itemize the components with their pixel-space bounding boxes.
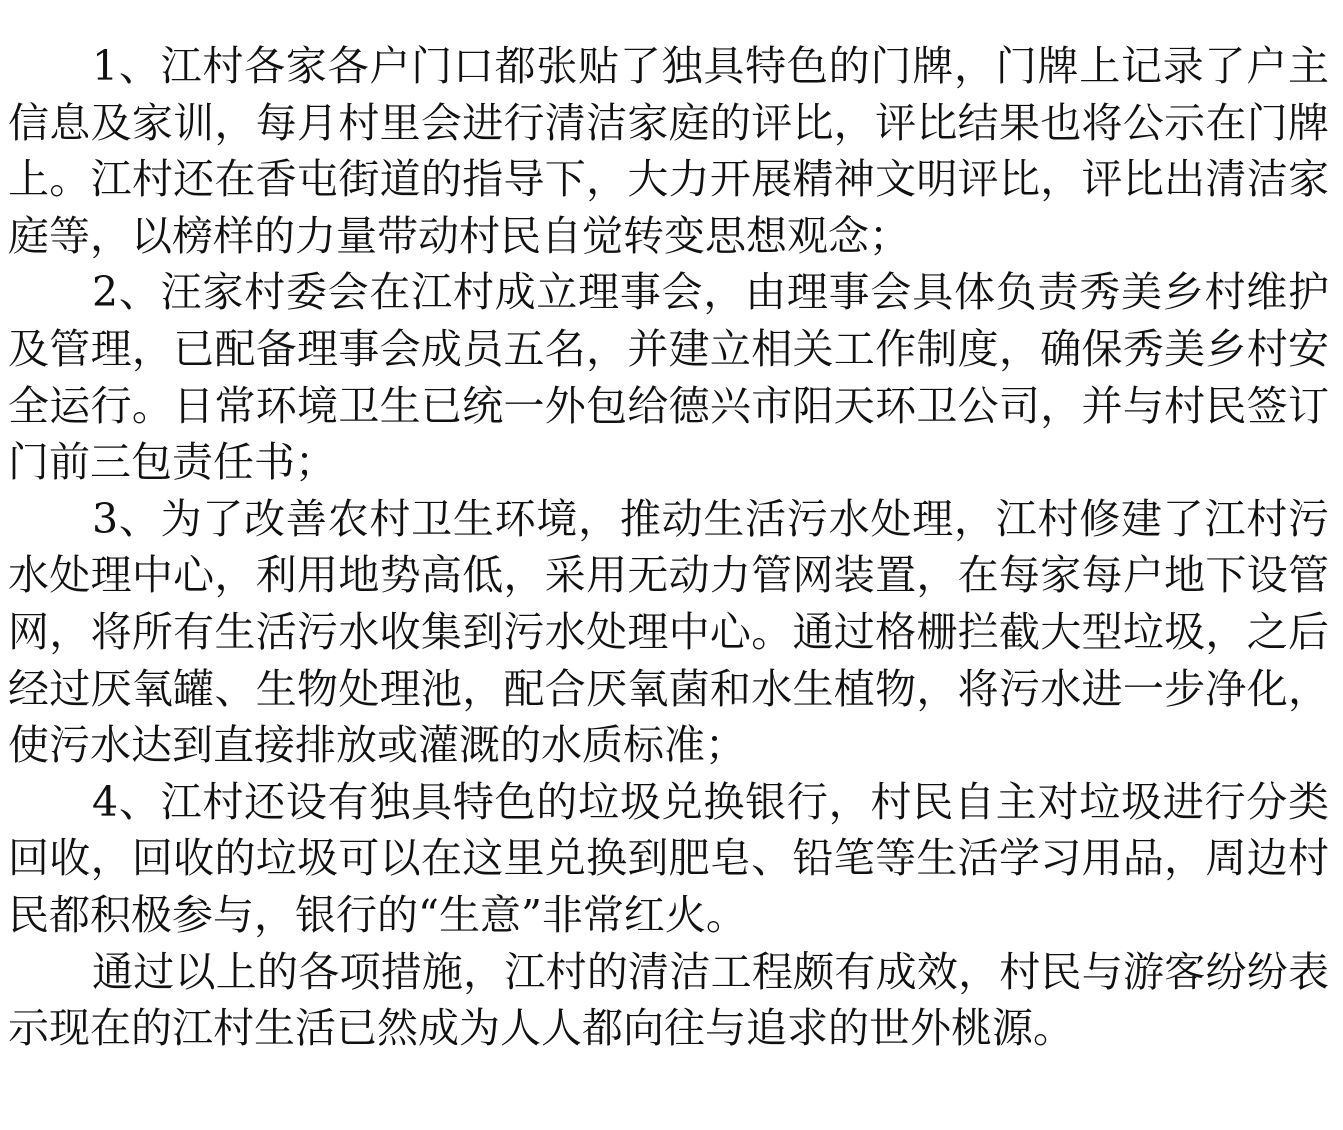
paragraph-3: 3、为了改善农村卫生环境，推动生活污水处理，江村修建了江村污水处理中心，利用地势高低，采用无动力管网装置，在每家每户地下设管网，将所有生活污水收集到污水处理中心。通过格栅拦截大型垃圾，之后经过厌氧罐、生物处理池，配合厌氧菌和水生植物，将污水进一步净化，使污水达到直接排放或灌溉的水质标准； xyxy=(8,494,1329,770)
paragraph-1: 1、江村各家各户门口都张贴了独具特色的门牌，门牌上记录了户主信息及家训，每月村里会进行清洁家庭的评比，评比结果也将公示在门牌上。江村还在香屯街道的指导下，大力开展精神文明评比，评比出清洁家庭等，以榜样的力量带动村民自觉转变思想观念； xyxy=(8,42,1329,260)
paragraph-summary: 通过以上的各项措施，江村的清洁工程颇有成效，村民与游客纷纷表示现在的江村生活已然成为人人都向往与追求的世外桃源。 xyxy=(8,947,1329,1053)
paragraph-2: 2、汪家村委会在江村成立理事会，由理事会具体负责秀美乡村维护及管理，已配备理事会成员五名，并建立相关工作制度，确保秀美乡村安全运行。日常环境卫生已统一外包给德兴市阳天环卫公司，并与村民签订门前三包责任书； xyxy=(8,268,1329,487)
paragraph-4: 4、江村还设有独具特色的垃圾兑换银行，村民自主对垃圾进行分类回收，回收的垃圾可以在这里兑换到肥皂、铅笔等生活学习用品，周边村民都积极参与，银行的“生意”非常红火。 xyxy=(8,777,1329,939)
